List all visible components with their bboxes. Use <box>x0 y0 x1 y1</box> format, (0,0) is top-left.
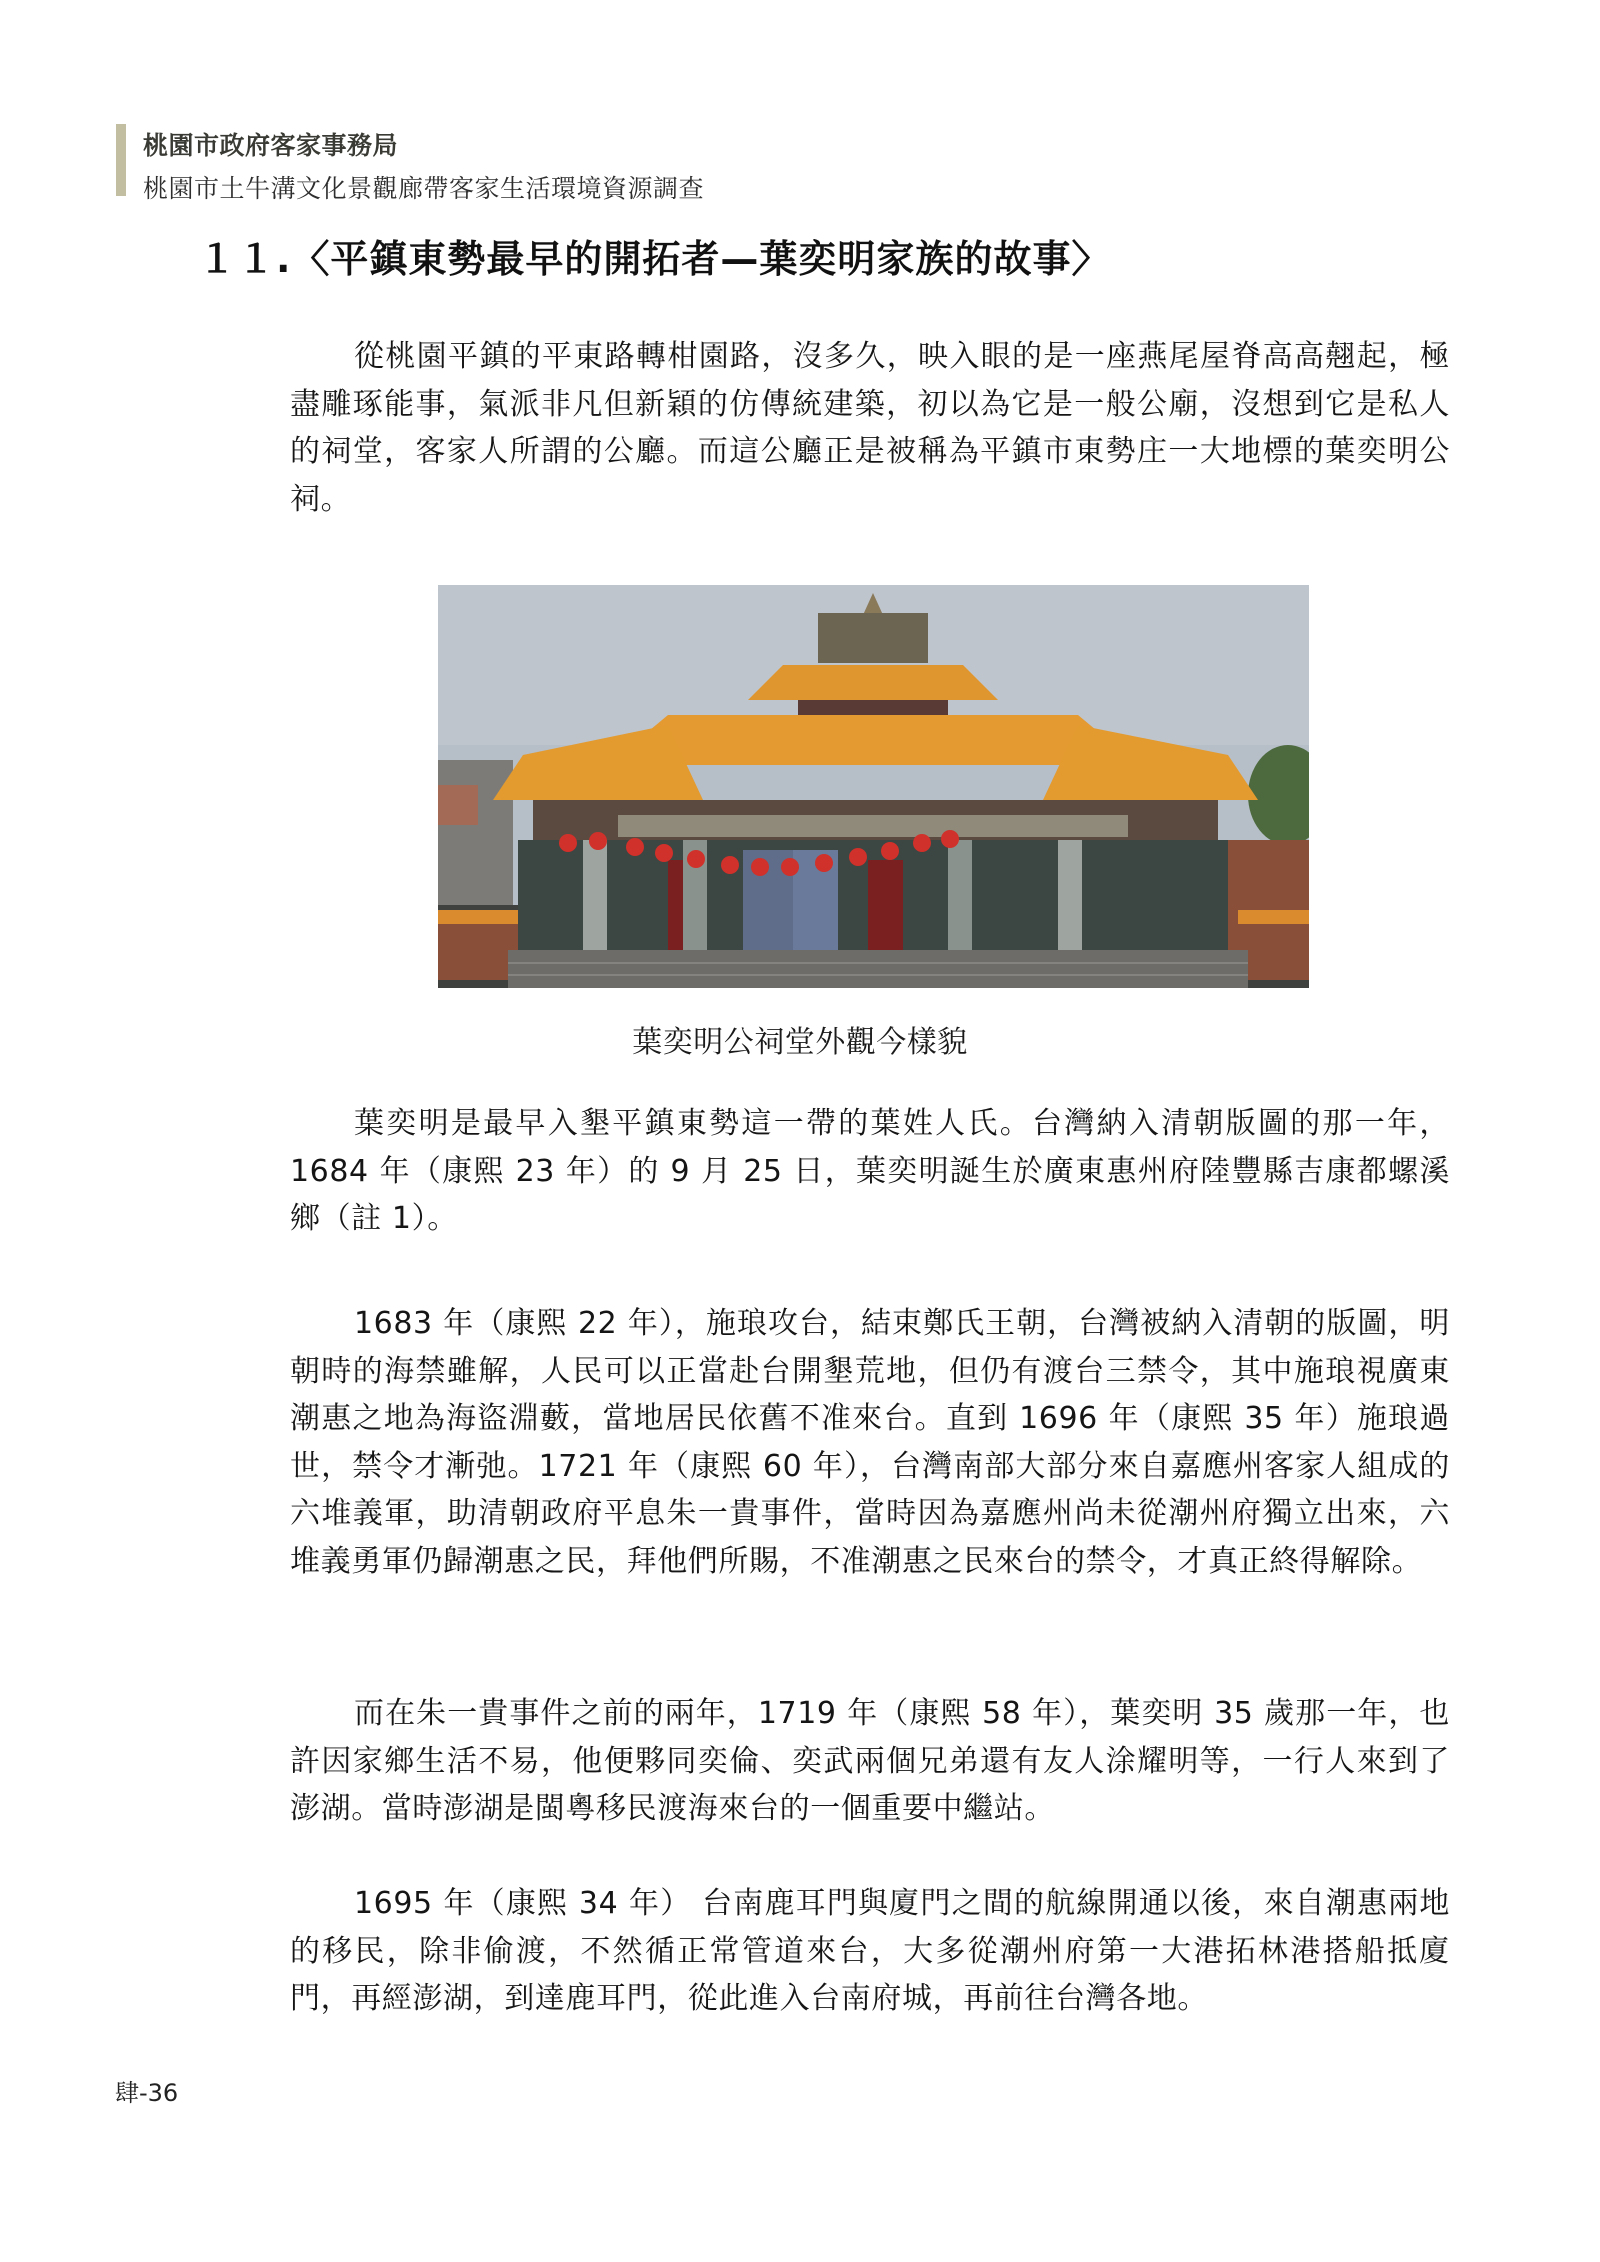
section-title: １１.〈平鎮東勢最早的開拓者—葉奕明家族的故事〉 <box>198 237 1111 281</box>
figure-caption: 葉奕明公祠堂外觀今樣貌 <box>632 1025 968 1060</box>
paragraph-1: 從桃園平鎮的平東路轉柑園路，沒多久，映入眼的是一座燕尾屋脊高高翹起，極盡雕琢能事，氣派非凡但新穎的仿傳統建築，初以為它是一般公廟，沒想到它是私人的祠堂，客家人所謂的公廳。而這公廳正是被稱為平鎮市東勢庄一大地標的葉奕明公祠。 <box>290 339 1450 517</box>
page-number: 肆-36 <box>115 2079 179 2107</box>
paragraph-4: 而在朱一貴事件之前的兩年，1719 年（康熙 58 年），葉奕明 35 歲那一年，也許因家鄉生活不易，他便夥同奕倫、奕武兩個兄弟還有友人涂耀明等，一行人來到了澎湖。當時澎湖是閩粵移民渡海來台的一個重要中繼站。 <box>290 1696 1450 1826</box>
header-organization: 桃園市政府客家事務局 <box>143 131 399 160</box>
paragraph-3: 1683 年（康熙 22 年），施琅攻台，結束鄭氏王朝，台灣被納入清朝的版圖，明朝時的海禁雖解，人民可以正當赴台開墾荒地，但仍有渡台三禁令，其中施琅視廣東潮惠之地為海盜淵藪，當地居民依舊不准來台。直到 1696 年（康熙 35 年）施琅過 世，禁令才漸弛。1721 年（康熙 60 年），台灣南部大部分來自嘉應州客家人組成的六堆義軍，助清朝政府平息朱一貴事件，當時因為嘉應州尚未從潮州府獨立出來，六堆義勇軍仍歸潮惠之民，拜他們所賜，不准潮惠之民來台的禁令，才真正終得解除。 <box>290 1306 1450 1579</box>
paragraph-2: 葉奕明是最早入墾平鎮東勢這一帶的葉姓人氏。台灣納入清朝版圖的那一年，1684 年（康熙 23 年）的 9 月 25 日，葉奕明誕生於廣東惠州府陸豐縣吉康都螺溪鄉（註 1）。 <box>290 1106 1450 1236</box>
paragraph-5: 1695 年（康熙 34 年） 台南鹿耳門與廈門之間的航線開通以後，來自潮惠兩地的移民，除非偷渡，不然循正常管道來台，大多從潮州府第一大港拓林港搭船抵廈門，再經澎湖，到達鹿耳門，從此進入台南府城，再前往台灣各地。 <box>290 1886 1450 2016</box>
header-accent-bar <box>116 124 126 196</box>
temple-photo <box>438 585 1309 988</box>
header-project-title: 桃園市土牛溝文化景觀廊帶客家生活環境資源調查 <box>143 174 705 203</box>
